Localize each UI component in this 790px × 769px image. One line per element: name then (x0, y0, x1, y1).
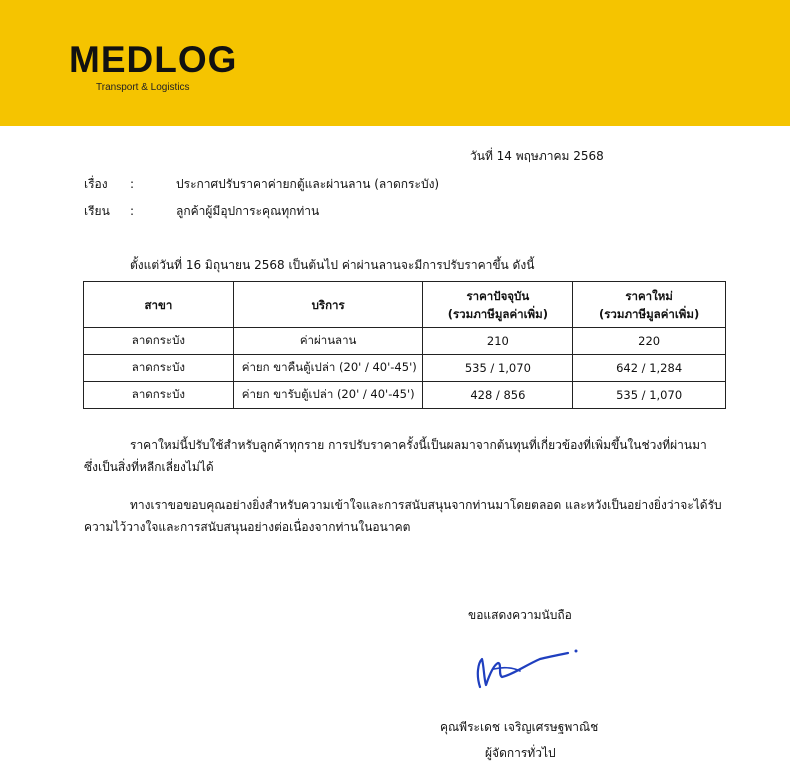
closing-line: ขอแสดงความนับถือ (468, 608, 572, 622)
header-service: บริการ (233, 282, 423, 328)
cell-service: ค่ายก ขาคืนตู้เปล่า (20' / 40'-45') (233, 355, 423, 382)
intro-sentence: ตั้งแต่วันที่ 16 มิถุนายน 2568 เป็นต้นไป ค่าผ่านลานจะมีการปรับราคาขึ้น ดังนี้ (130, 258, 535, 272)
price-table (83, 281, 726, 409)
subject-label: เรื่อง (84, 177, 108, 191)
table-row (84, 355, 726, 382)
table-row (84, 382, 726, 409)
table-row (84, 328, 726, 355)
cell-new-price: 535 / 1,070 (573, 382, 726, 409)
cell-new-price: 642 / 1,284 (573, 355, 726, 382)
subject-text: ประกาศปรับราคาค่ายกตู้และผ่านลาน (ลาดกระบัง) (176, 177, 440, 191)
cell-current-price: 428 / 856 (423, 382, 573, 409)
cell-current-price: 535 / 1,070 (423, 355, 573, 382)
cell-new-price: 220 (573, 328, 726, 355)
header-new-price: ราคาใหม่ (รวมภาษีมูลค่าเพิ่ม) (573, 282, 726, 328)
table-header-row (84, 282, 726, 328)
recipient-colon: : (130, 204, 135, 218)
cell-service: ค่าผ่านลาน (233, 328, 423, 355)
cell-service: ค่ายก ขารับตู้เปล่า (20' / 40'-45') (233, 382, 423, 409)
cell-current-price: 210 (423, 328, 573, 355)
header-current-price: ราคาปัจจุบัน (รวมภาษีมูลค่าเพิ่ม) (423, 282, 573, 328)
letter-date: วันที่ 14 พฤษภาคม 2568 (470, 149, 604, 163)
company-logo: MEDLOG (69, 39, 238, 80)
signature-image (468, 645, 588, 695)
signer-name: คุณพีระเดช เจริญเศรษฐพาณิช (440, 720, 599, 734)
body-paragraph-2: ทางเราขอขอบคุณอย่างยิ่งสำหรับความเข้าใจและการสนับสนุนจากท่านมาโดยตลอด และหวังเป็นอย่างยิ่งว่าจะได้รับความไว้วางใจและการสนับสนุนอย่างต่อเนื่องจากท่านในอนาคต (84, 498, 722, 534)
cell-branch: ลาดกระบัง (84, 382, 234, 409)
letterhead-banner (0, 0, 790, 126)
signer-title: ผู้จัดการทั่วไป (485, 746, 556, 760)
recipient-label: เรียน (84, 204, 110, 218)
subject-colon: : (130, 177, 135, 191)
cell-branch: ลาดกระบัง (84, 328, 234, 355)
cell-branch: ลาดกระบัง (84, 355, 234, 382)
recipient-text: ลูกค้าผู้มีอุปการะคุณทุกท่าน (176, 204, 320, 218)
body-paragraph-1: ราคาใหม่นี้ปรับใช้สำหรับลูกค้าทุกราย การปรับราคาครั้งนี้เป็นผลมาจากต้นทุนที่เกี่ยวข้องที่เพิ่มขึ้นในช่วงที่ผ่านมา ซึ่งเป็นสิ่งที่หลีกเลี่ยงไม่ได้ (84, 438, 707, 474)
header-branch: สาขา (84, 282, 234, 328)
company-tagline: Transport & Logistics (96, 82, 190, 93)
